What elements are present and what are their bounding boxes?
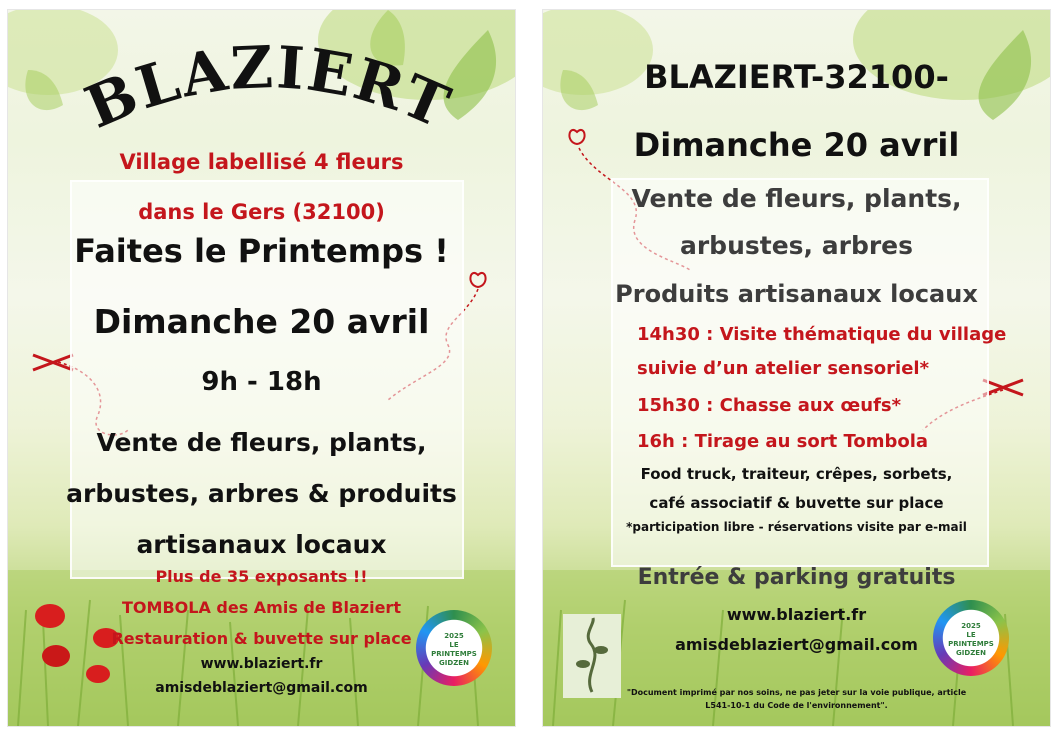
tombola-info: TOMBOLA des Amis de Blaziert: [122, 598, 401, 617]
legal-line2: L541-10-1 du Code de l'environnement".: [705, 701, 888, 710]
exhibitors-info: Plus de 35 exposants !!: [155, 567, 368, 586]
sale-line2: arbustes, arbres & produits: [66, 479, 457, 508]
eco-plant-icon: [563, 614, 621, 698]
legal-line1: "Document imprimé par nos soins, ne pas jeter sur la voie publique, article: [626, 688, 967, 697]
products: Produits artisanaux locaux: [615, 280, 978, 308]
food-line2: café associatif & buvette sur place: [649, 494, 944, 512]
event-visit-line2: suivie d’un atelier sensoriel*: [637, 358, 929, 379]
event-visit-line1: 14h30 : Visite thématique du village: [637, 324, 1007, 345]
event-egg-hunt: 15h30 : Chasse aux œufs*: [637, 395, 902, 416]
email: amisdeblaziert@gmail.com: [675, 635, 918, 654]
sale-line1: Vente de fleurs, plants,: [96, 428, 427, 457]
event-hours: 9h - 18h: [201, 367, 322, 397]
blaziert-arched-title: [48, 30, 488, 160]
food-line1: Food truck, traiteur, crêpes, sorbets,: [640, 465, 953, 483]
sale-line2: arbustes, arbres: [679, 231, 914, 260]
email: amisdeblaziert@gmail.com: [155, 680, 368, 696]
event-tombola: 16h : Tirage au sort Tombola: [637, 431, 929, 452]
printemps-gidzen-logo: 2025 LE PRINTEMPS GIDZEN: [933, 600, 1009, 676]
printemps-gidzen-logo: 2025 LE PRINTEMPS GIDZEN: [416, 610, 492, 686]
subtitle-line1: Village labellisé 4 fleurs: [119, 150, 404, 174]
sale-line3: artisanaux locaux: [136, 530, 387, 559]
website: www.blaziert.fr: [726, 605, 867, 624]
event-date: Dimanche 20 avril: [93, 302, 430, 341]
restauration-info: Restauration & buvette sur place: [111, 629, 412, 648]
title: BLAZIERT-32100-: [644, 58, 949, 96]
participation-note: *participation libre - réservations visite par e-mail: [626, 520, 967, 534]
event-date: Dimanche 20 avril: [633, 126, 960, 164]
svg-text:BLAZIERT: BLAZIERT: [75, 32, 461, 142]
website: www.blaziert.fr: [200, 656, 323, 672]
headline: Faites le Printemps !: [74, 232, 449, 270]
subtitle-line2: dans le Gers (32100): [138, 200, 385, 224]
poster-left: [8, 10, 515, 726]
entry-info: Entrée & parking gratuits: [637, 565, 956, 590]
sale-line1: Vente de fleurs, plants,: [631, 184, 962, 213]
poster-right: [543, 10, 1050, 726]
